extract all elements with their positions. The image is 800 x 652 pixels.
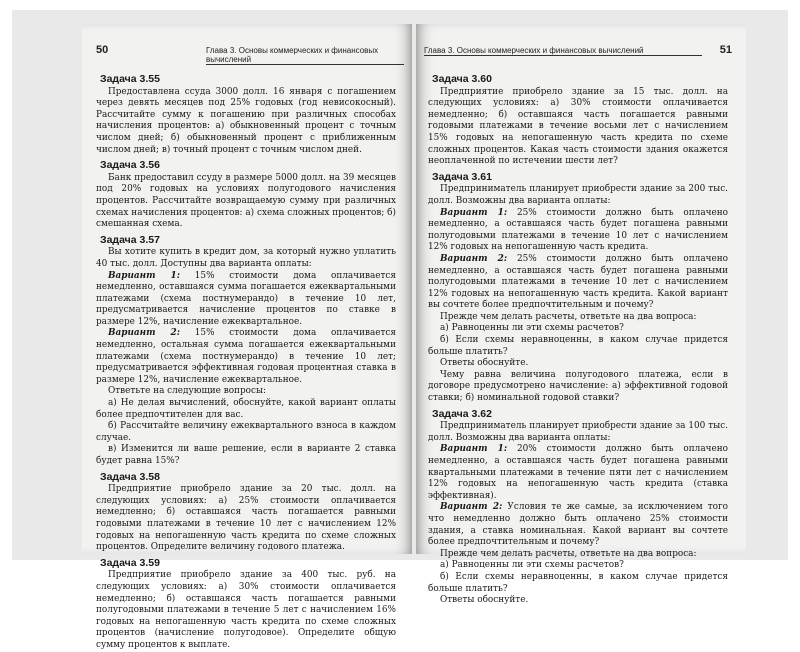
running-header-right	[424, 44, 732, 60]
task-paragraph: Вариант 1: 15% стоимости дома оплачивается немедленно, оставшаяся сумма погашается ежеквартальными платежами (схема постнумерандо) в течение 10 лет, предусматривается начисление процентов по ставке в размере 12%, начисление ежеквартальное.	[96, 270, 396, 327]
right-page	[416, 24, 746, 606]
task-paragraph: Чему равна величина полугодового платежа, если в договоре предусмотрено начисление: а) эффективной годовой ставки; б) номинальной годовой ставки?	[428, 369, 728, 404]
task-paragraph: Банк предоставил ссуду в размере 5000 долл. на 39 месяцев под 20% годовых на условиях полугодового начисления процентов. Рассчитайте возвращаемую сумму при различных схемах начисления процентов: а) схема сложных процентов; б) смешанная схема.	[96, 172, 396, 230]
task-paragraph: Прежде чем делать расчеты, ответьте на два вопроса:	[440, 311, 697, 322]
task-section	[96, 160, 396, 231]
task-section	[96, 558, 396, 652]
task-title: Задача 3.57	[100, 233, 160, 246]
running-head-title-left: Глава 3. Основы коммерческих и финансовых вычислений	[206, 46, 404, 65]
task-paragraph: Предприятие приобрело здание за 15 тыс. долл. на следующих условиях: а) 30% стоимости оплачивается немедленно; б) оставшаяся часть погашается равными годовыми платежами в течение восьми лет с начислением 15% годовых на непогашенную часть кредита по схеме сложных процентов. Какая часть стоимости здания окажется неоплаченной по истечении шести лет?	[428, 86, 728, 167]
task-paragraph: Предприниматель планирует приобрести здание за 100 тыс. долл. Возможны два варианта оплаты:	[428, 421, 728, 443]
left-page	[82, 24, 412, 650]
task-paragraph: Ответы обоснуйте.	[440, 595, 529, 606]
task-paragraph: а) Не делая вычислений, обоснуйте, какой вариант оплаты более предпочтителен для вас.	[96, 398, 396, 420]
task-title: Задача 3.62	[432, 407, 492, 420]
task-paragraph: Предприятие приобрело здание за 20 тыс. долл. на следующих условиях: а) 25% стоимости оплачивается немедленно; б) оставшаяся часть погашается равными годовыми платежами в течение 10 лет с начислением 12% годовых на непогашенную часть кредита по схеме сложных процентов. Определите величину годового платежа.	[96, 484, 396, 553]
task-paragraph: Прежде чем делать расчеты, ответьте на два вопроса:	[440, 548, 697, 559]
task-section	[96, 74, 396, 156]
task-title: Задача 3.59	[100, 556, 160, 569]
task-paragraph: Вариант 1: 20% стоимости должно быть оплачено немедленно, а оставшаяся часть будет погашена равными квартальными платежами в течение пяти лет с начислением 12% годовых на непогашенную часть кредита (ставка эффективная).	[428, 444, 728, 501]
task-paragraph: Ответы обоснуйте.	[440, 358, 529, 369]
task-paragraph: б) Рассчитайте величину ежеквартального взноса в каждом случае.	[96, 421, 396, 443]
task-paragraph: Вы хотите купить в кредит дом, за который нужно уплатить 40 тыс. долл. Доступны два варианта оплаты:	[96, 247, 396, 269]
task-paragraph: Ответьте на следующие вопросы:	[108, 386, 267, 397]
task-title: Задача 3.58	[100, 470, 160, 483]
task-paragraph: Предприниматель планирует приобрести здание за 200 тыс. долл. Возможны два варианта оплаты:	[428, 184, 728, 206]
task-section	[96, 472, 396, 554]
task-paragraph: а) Равноценны ли эти схемы расчетов?	[440, 560, 624, 571]
task-title: Задача 3.61	[432, 170, 492, 183]
task-paragraph: Вариант 1: 25% стоимости должно быть оплачено немедленно, а оставшаяся часть будет погашена равными полугодовыми платежами в течение 10 лет с начислением 12% годовых на непогашенную часть кредита.	[428, 207, 728, 253]
task-paragraph: Вариант 2: 25% стоимости должно быть оплачено немедленно, а оставшаяся часть будет погашена равными полугодовыми платежами в течение 10 лет с начислением 12% годовых на непогашенную часть кредита. Какой вариант вы сочтете более предпочтительным и почему?	[428, 253, 728, 311]
task-paragraph: а) Равноценны ли эти схемы расчетов?	[440, 323, 624, 334]
task-paragraph: б) Если схемы неравноценны, в каком случае придется больше платить?	[428, 335, 728, 357]
task-section	[428, 409, 728, 607]
task-section	[428, 74, 728, 168]
running-head-title-right: Глава 3. Основы коммерческих и финансовых вычислений	[424, 46, 702, 56]
task-paragraph: в) Изменится ли ваше решение, если в варианте 2 ставка будет равна 15%?	[96, 444, 396, 466]
book-spread	[12, 10, 788, 650]
task-paragraph: б) Если схемы неравноценны, в каком случае придется больше платить?	[428, 571, 728, 594]
page-number-left: 50	[96, 44, 109, 56]
task-title: Задача 3.55	[100, 73, 160, 85]
task-title: Задача 3.56	[100, 159, 160, 172]
task-paragraph: Вариант 2: Условия те же самые, за исключением того что немедленно должно быть оплачено 25% стоимости здания, а ставка номинальная. Какой вариант вы сочтете более предпочтительным и почему?	[428, 502, 729, 548]
task-paragraph: Предоставлена ссуда 3000 долл. 16 января с погашением через девять месяцев под 25% годовых (год невисокосный). Рассчитайте сумму к погашению при различных способах начисления процентов: а) обыкновенный процент с точным числом дней; б) обыкновенный процент с приближенным числом дней; в) точный процент с точным числом дней.	[96, 86, 396, 155]
running-header-left	[96, 44, 404, 64]
left-page-content	[96, 70, 396, 652]
task-section	[428, 172, 728, 405]
task-paragraph: Предприятие приобрело здание за 400 тыс. руб. на следующих условиях: а) 30% стоимости оплачивается немедленно; б) оставшаяся часть погашается равными полугодовыми платежами в течение 5 лет с начислением 16% годовых на непогашенную часть кредита по схеме сложных процентов (начисление полугодовое). Определите общую сумму процентов к выплате.	[96, 570, 396, 650]
right-page-content	[428, 70, 728, 607]
task-paragraph: Вариант 2: 15% стоимости дома оплачивается немедленно, остальная сумма погашается ежеквартальными платежами (схема постнумерандо) в течение 10 лет; предусматривается эффективная годовая процентная ставка в размере 12%, начисление ежеквартальное.	[96, 328, 396, 385]
task-section	[96, 235, 396, 468]
task-title: Задача 3.60	[432, 73, 492, 85]
page-number-right: 51	[719, 44, 732, 56]
